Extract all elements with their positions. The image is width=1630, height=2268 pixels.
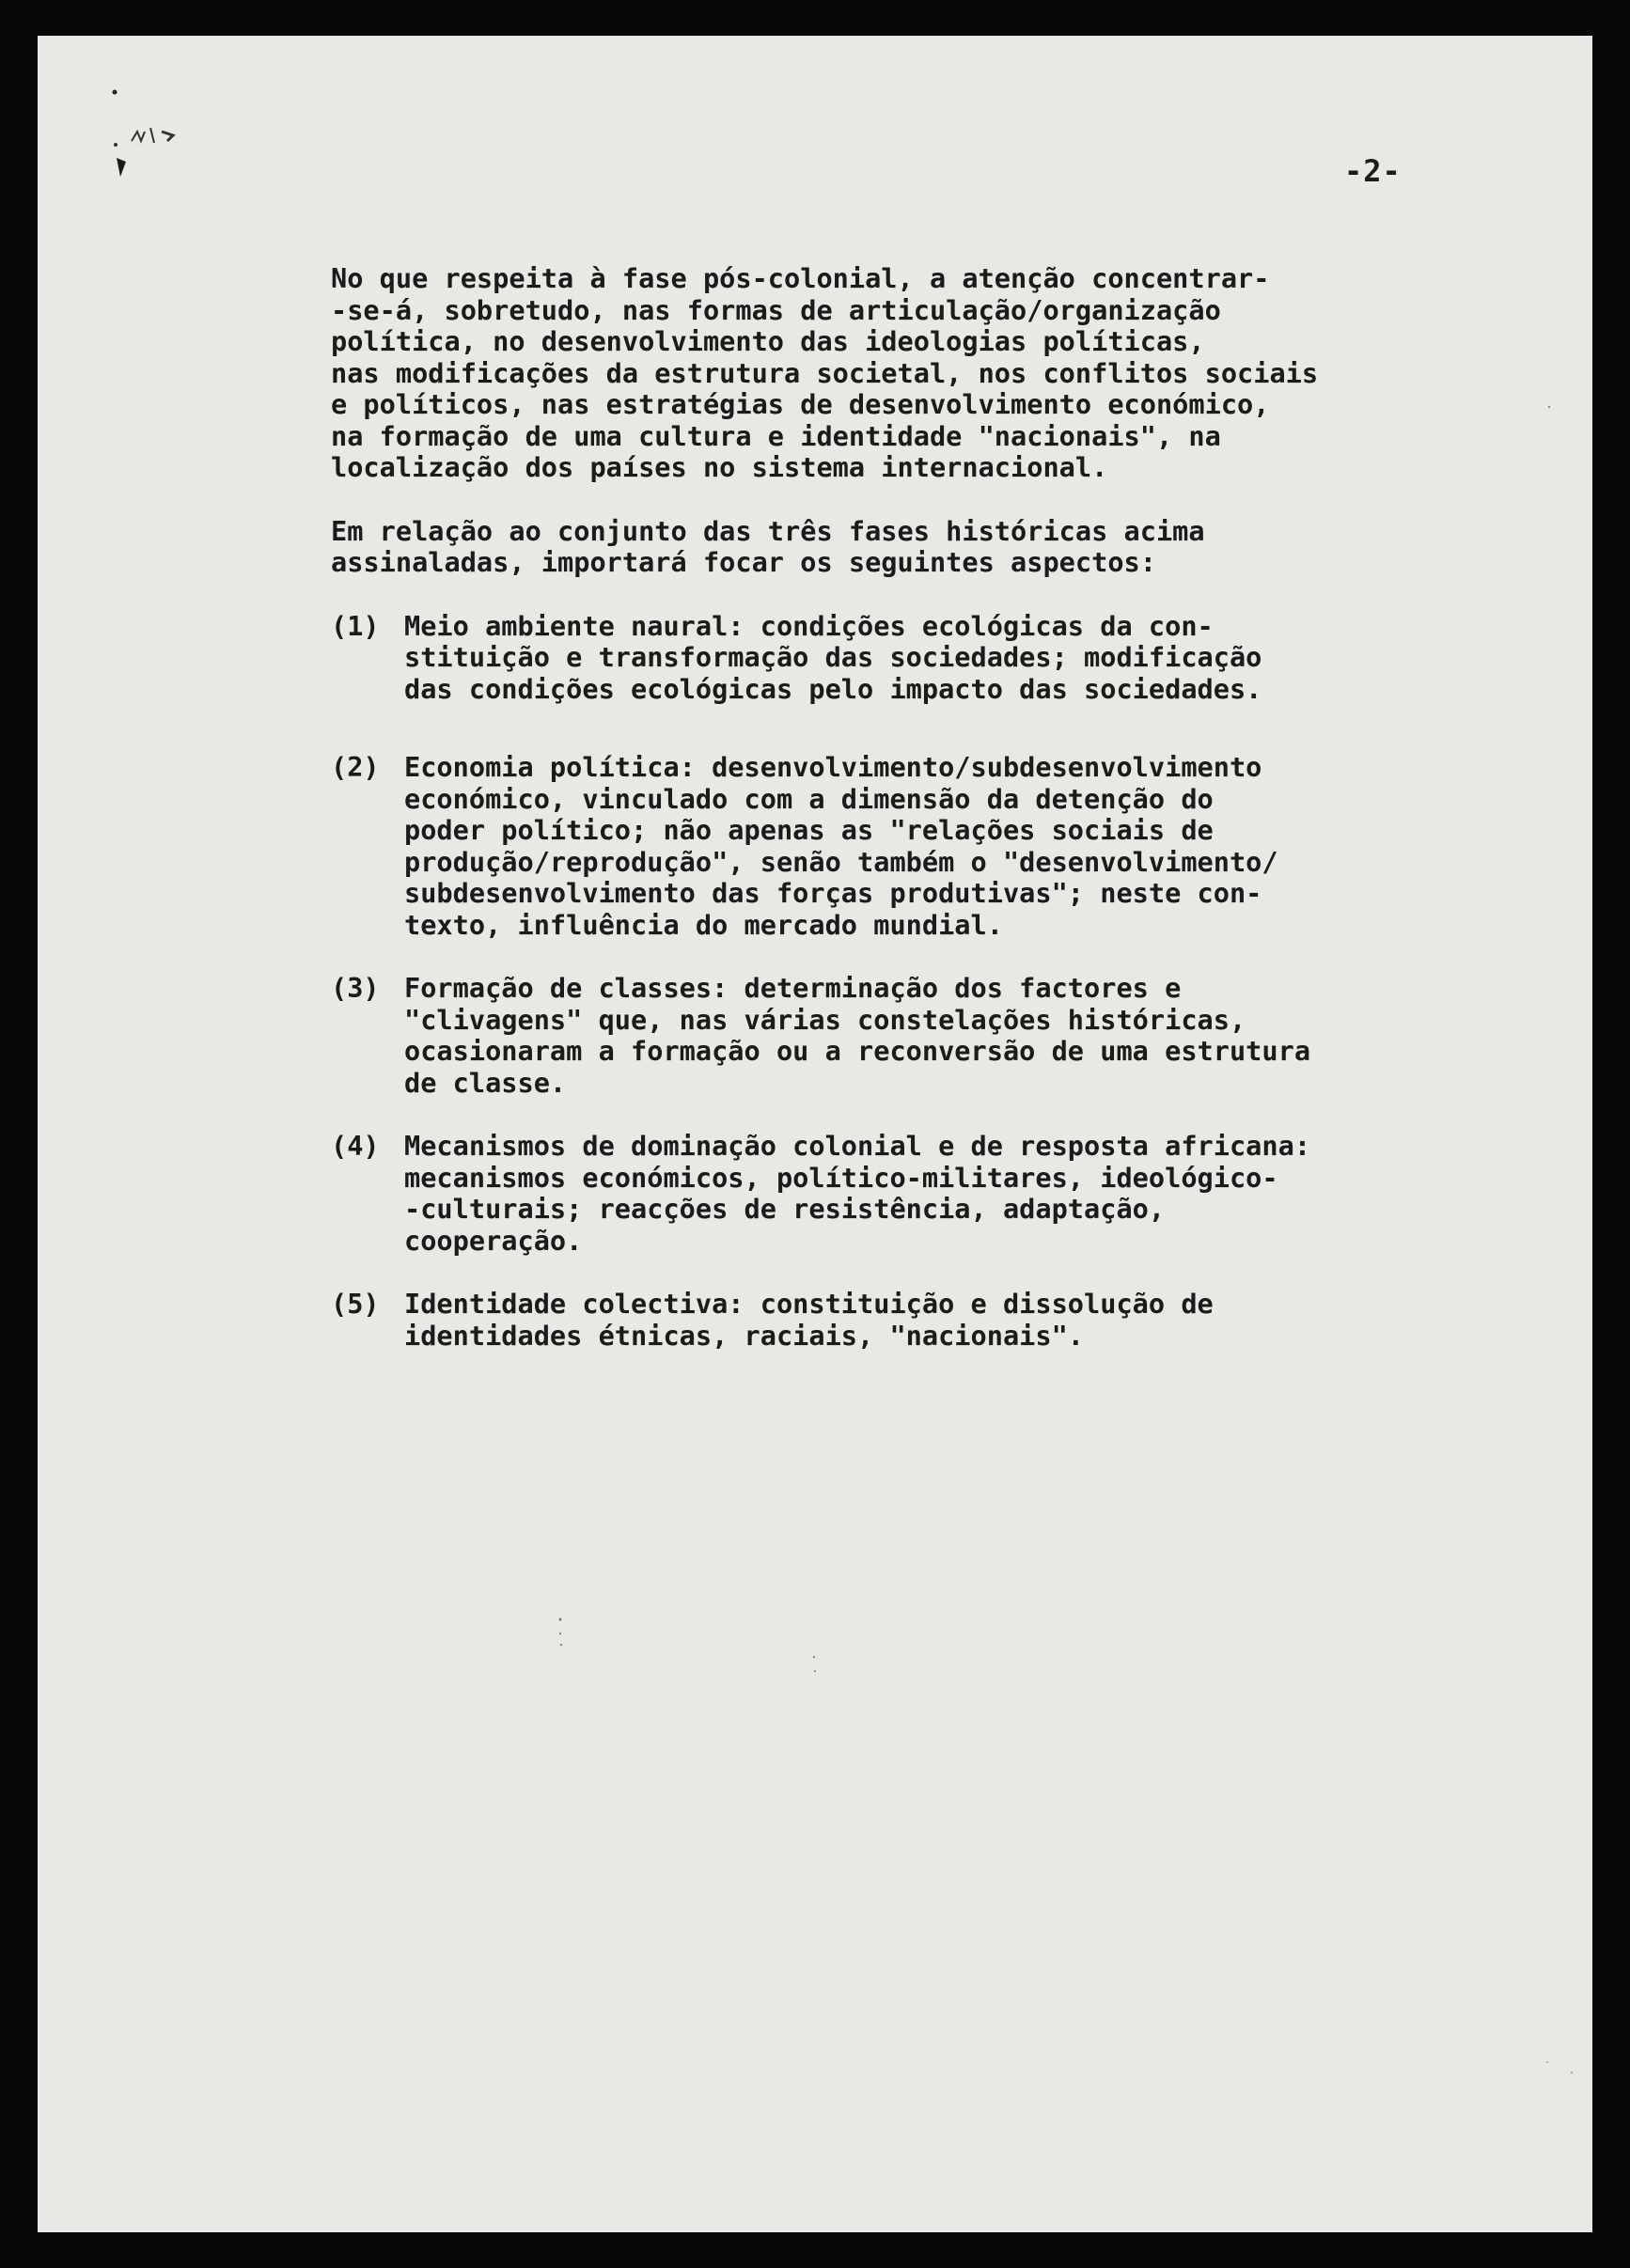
text-line: económico, vinculado com a dimensão da detenção do	[404, 782, 1214, 815]
text-line: e políticos, nas estratégias de desenvolvimento económico,	[331, 388, 1270, 420]
text-line: stituição e transformação das sociedades; modificação	[404, 641, 1262, 673]
handwritten-mark	[103, 83, 207, 186]
text-line: Mecanismos de dominação colonial e de resposta africana:	[404, 1130, 1311, 1162]
text-line: política, no desenvolvimento das ideologias políticas,	[331, 325, 1205, 357]
second-paragraph	[331, 516, 1553, 579]
text-line: poder político; não apenas as "relações sociais de	[404, 814, 1214, 846]
intro-paragraph	[331, 263, 1553, 484]
text-line: nas modificações da estrutura societal, nos conflitos sociais	[331, 356, 1319, 389]
text-line: localização dos países no sistema internacional.	[331, 451, 1108, 483]
item-number: (2)	[331, 751, 380, 783]
text-line: das condições ecológicas pelo impacto das sociedades.	[404, 672, 1262, 705]
text-line: -se-á, sobretudo, nas formas de articulação/organização	[331, 293, 1221, 326]
item-number: (4)	[331, 1130, 380, 1162]
document-body	[331, 263, 1553, 1352]
document-page	[38, 36, 1592, 2232]
list-item	[331, 973, 1553, 1099]
text-line: Meio ambiente naural: condições ecológicas da con-	[404, 609, 1214, 642]
text-line: Identidade colectiva: constituição e dissolução de	[404, 1288, 1214, 1320]
item-number: (5)	[331, 1288, 380, 1320]
text-line: subdesenvolvimento das forças produtivas"; neste con-	[404, 877, 1262, 909]
text-line: texto, influência do mercado mundial.	[404, 908, 1003, 941]
text-line: produção/reprodução", senão também o "desenvolvimento/	[404, 845, 1278, 878]
text-line: Em relação ao conjunto das três fases históricas acima	[331, 514, 1205, 547]
item-number: (3)	[331, 972, 380, 1004]
list-item	[331, 752, 1553, 941]
text-line: ocasionaram a formação ou a reconversão de uma estrutura	[404, 1035, 1311, 1067]
text-line: de classe.	[404, 1066, 567, 1099]
text-line: Economia política: desenvolvimento/subdesenvolvimento	[404, 751, 1262, 783]
text-line: cooperação.	[404, 1224, 583, 1257]
list-item	[331, 611, 1553, 706]
text-line: identidades étnicas, raciais, "nacionais".	[404, 1319, 1085, 1352]
item-number: (1)	[331, 609, 380, 642]
list-item	[331, 1131, 1553, 1257]
text-line: No que respeita à fase pós-colonial, a atenção concentrar-	[331, 262, 1270, 294]
text-line: assinaladas, importará focar os seguintes aspectos:	[331, 546, 1156, 578]
text-line: "clivagens" que, nas várias constelações históricas,	[404, 1003, 1246, 1036]
text-line: Formação de classes: determinação dos factores e	[404, 972, 1182, 1004]
page-number: -2-	[1344, 153, 1402, 189]
text-line: mecanismos económicos, político-militares, ideológico-	[404, 1161, 1278, 1194]
text-line: -culturais; reacções de resistência, adaptação,	[404, 1193, 1166, 1225]
list-item	[331, 1289, 1553, 1352]
text-line: na formação de uma cultura e identidade "nacionais", na	[331, 419, 1221, 452]
